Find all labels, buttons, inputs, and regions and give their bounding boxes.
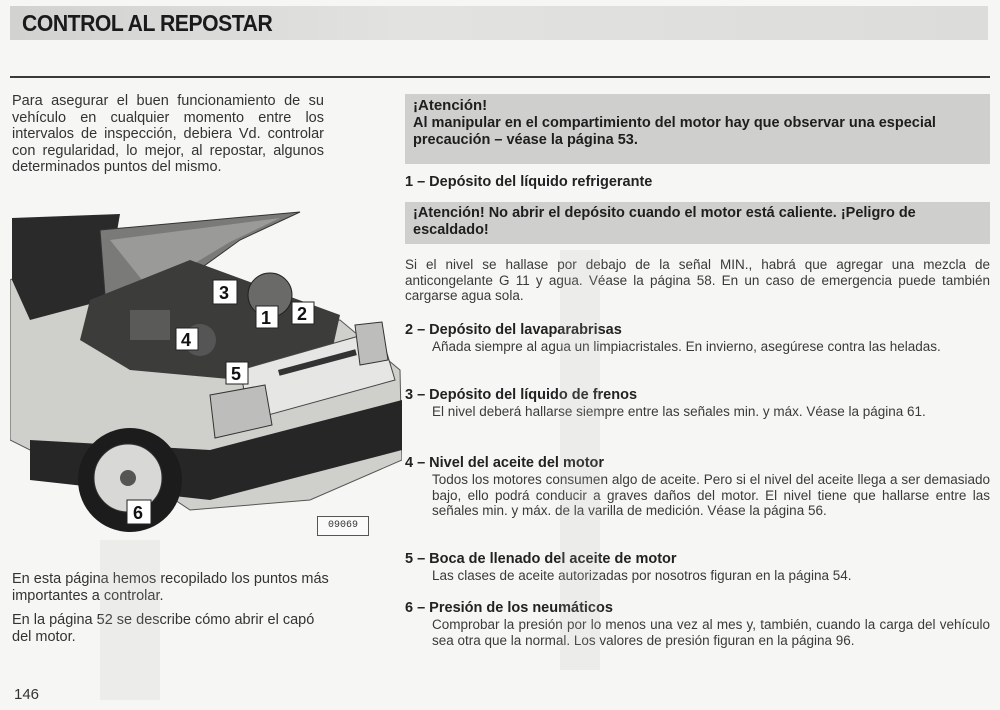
note-hood-reference: En la página 52 se describe cómo abrir el capó del motor. [12, 612, 315, 645]
coolant-warning-text: ¡Atención! No abrir el depósito cuando el motor está caliente. ¡Peligro de escaldado! [413, 205, 916, 238]
note-points-summary: En esta página hemos recopilado los puntos más importantes a controlar. [12, 571, 329, 604]
section-3-title: 3 – Depósito del líquido de frenos [405, 387, 638, 403]
section-1-body: Si el nivel se hallase por debajo de la señal MIN., habrá que agregar una mezcla de anticongelante G 11 y agua. Véase la página 58. En un caso de emergencia puede también cargarse agua sola. [405, 257, 990, 303]
warning-title: ¡Atención! [413, 97, 488, 114]
section-4-title: 4 – Nivel del aceite del motor [405, 455, 605, 471]
callout-2-label: 2 [297, 304, 308, 324]
section-6-body: Comprobar la presión por lo menos una vez al mes y, también, cuando la carga del vehículo sea otra que la normal. Los valores de presión figuran en la página 96. [432, 617, 990, 648]
section-2-title: 2 – Depósito del lavaparabrisas [405, 322, 622, 338]
figure-reference-code: 09069 [317, 516, 369, 536]
callout-4-label: 4 [181, 330, 192, 350]
intro-paragraph: Para asegurar el buen funcionamiento de su vehículo en cualquier momento entre los intervalos de inspección, debiera Vd. controlar con regularidad, lo mejor, al repostar, algunos determinados puntos del mismo. [12, 93, 324, 175]
callout-1-label: 1 [261, 308, 272, 328]
divider-rule [10, 76, 990, 78]
page-title: CONTROL AL REPOSTAR [22, 10, 273, 36]
section-1-title: 1 – Depósito del líquido refrigerante [405, 174, 653, 190]
section-5-body: Las clases de aceite autorizadas por nosotros figuran en la página 54. [432, 568, 852, 583]
callout-5-label: 5 [231, 364, 242, 384]
car-engine-photo [10, 210, 402, 540]
warning-box-general [405, 94, 990, 164]
section-5-title: 5 – Boca de llenado del aceite de motor [405, 551, 677, 567]
callout-6-label: 6 [133, 503, 144, 523]
section-3-body: El nivel deberá hallarse siempre entre las señales min. y máx. Véase la página 61. [432, 404, 926, 419]
section-6-title: 6 – Presión de los neumáticos [405, 600, 613, 616]
callout-3-label: 3 [219, 283, 230, 303]
warning-box-coolant [405, 202, 990, 244]
section-2-body: Añada siempre al agua un limpiacristales. En invierno, asegúrese contra las heladas. [432, 339, 941, 354]
section-4-body: Todos los motores consumen algo de aceite. Pero si el nivel del aceite llega a ser demasiado bajo, ello podrá conducir a graves daños del motor. El nivel tiene que hallarse entre las señales min. y máx. de la varilla de medición. Véase la página 56. [432, 472, 990, 518]
page-number: 146 [14, 686, 40, 703]
warning-text: Al manipular en el compartimiento del motor hay que observar una especial precaución – véase la página 53. [413, 115, 936, 148]
